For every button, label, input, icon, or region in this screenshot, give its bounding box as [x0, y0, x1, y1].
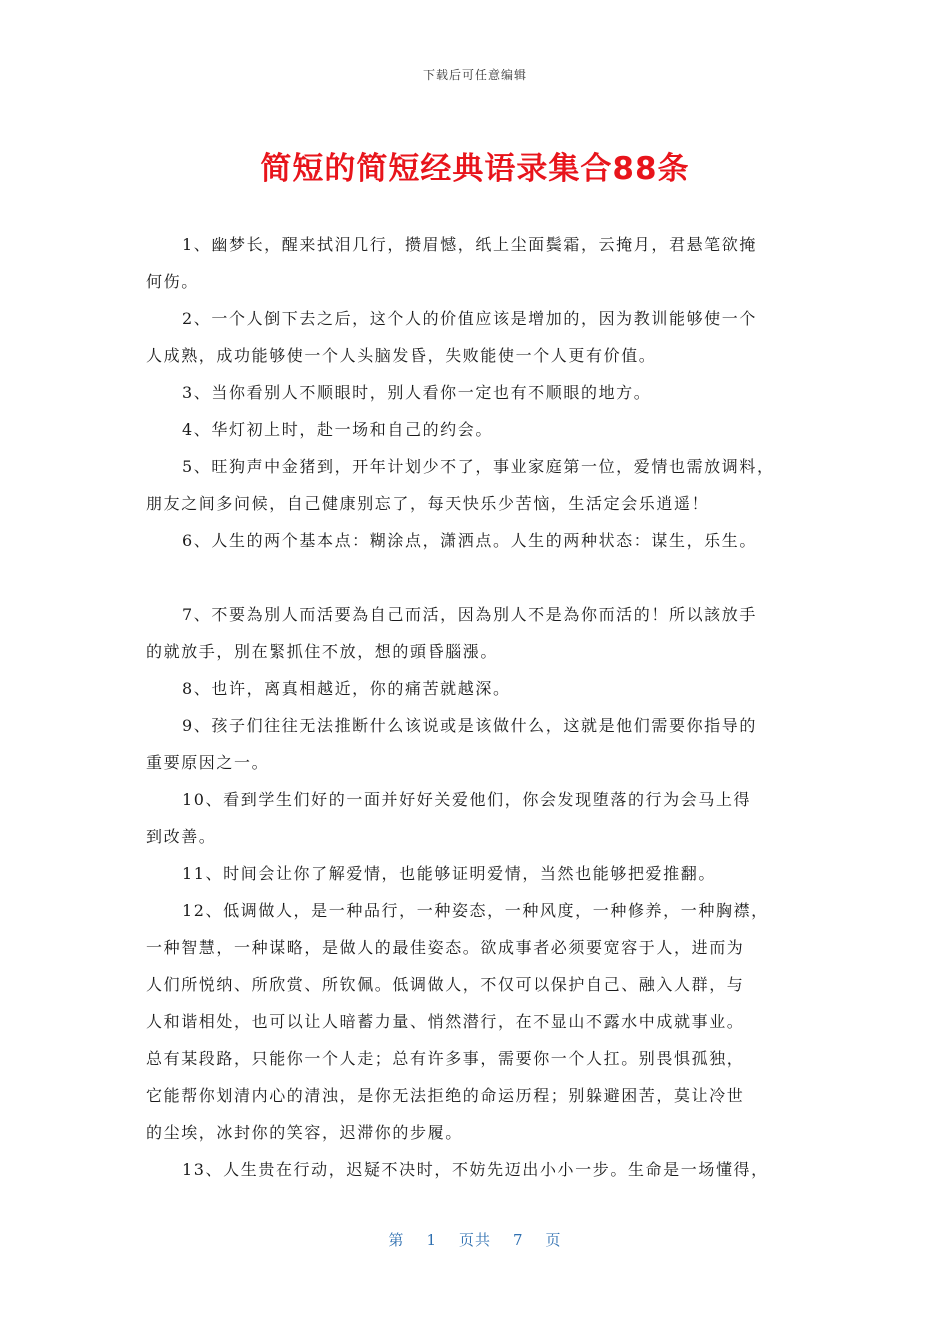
quote-line: 4、华灯初上时，赴一场和自己的约会。 — [182, 420, 493, 439]
quote-line: 总有某段路，只能你一个人走；总有许多事，需要你一个人扛。别畏惧孤独， — [146, 1049, 745, 1068]
quote-line: 一种智慧，一种谋略，是做人的最佳姿态。欲成事者必须要宽容于人，进而为 — [146, 938, 745, 957]
quote-paragraph — [146, 855, 810, 892]
quote-line: 7、不要為別人而活要為自己而活，因為別人不是為你而活的！所以該放手 — [182, 605, 757, 624]
quote-line: 9、孩子们往往无法推断什么该说或是该做什么，这就是他们需要你指导的 — [182, 716, 757, 735]
quote-paragraph — [146, 707, 810, 781]
quote-paragraph — [146, 1151, 810, 1188]
quote-paragraph — [146, 670, 810, 707]
quote-line: 5、旺狗声中金猪到，开年计划少不了，事业家庭第一位，爱情也需放调料， — [182, 457, 775, 476]
quote-paragraph — [146, 892, 810, 1151]
quote-line: 12、低调做人，是一种品行，一种姿态，一种风度，一种修养，一种胸襟， — [182, 901, 769, 920]
document-title: 简短的简短经典语录集合88条 — [260, 151, 690, 187]
quote-line: 10、看到学生们好的一面并好好关爱他们，你会发现堕落的行为会马上得 — [182, 790, 752, 809]
page-header-note: 下载后可任意编辑 — [422, 68, 527, 82]
quote-line: 人成熟，成功能够使一个人头脑发昏，失败能使一个人更有价值。 — [146, 346, 657, 365]
paragraph-gap — [146, 559, 810, 596]
quote-line: 到改善。 — [146, 827, 217, 846]
quote-line: 人和谐相处，也可以让人暗蓄力量、悄然潜行，在不显山不露水中成就事业。 — [146, 1012, 745, 1031]
quote-line: 人们所悦纳、所欣赏、所钦佩。低调做人，不仅可以保护自己、融入人群，与 — [146, 975, 745, 994]
quote-line: 重要原因之一。 — [146, 753, 270, 772]
footer-page-total: 7 — [513, 1231, 524, 1249]
footer-page-prefix: 第 — [388, 1231, 405, 1249]
quote-line: 2、一个人倒下去之后，这个人的价值应该是增加的，因为教训能够使一个 — [182, 309, 757, 328]
quote-paragraph — [146, 300, 810, 374]
quote-paragraph — [146, 226, 810, 300]
page-footer — [0, 1229, 950, 1250]
quote-paragraph — [146, 374, 810, 411]
quote-line: 8、也许，离真相越近，你的痛苦就越深。 — [182, 679, 511, 698]
quote-line: 的就放手，別在緊抓住不放，想的頭昏腦漲。 — [146, 642, 499, 661]
quote-line: 的尘埃，冰封你的笑容，迟滞你的步履。 — [146, 1123, 463, 1142]
quote-paragraph — [146, 781, 810, 855]
quote-line: 11、时间会让你了解爱情，也能够证明爱情，当然也能够把爱推翻。 — [182, 864, 716, 883]
quote-line: 3、当你看别人不顺眼时，别人看你一定也有不顺眼的地方。 — [182, 383, 652, 402]
quote-line: 1、幽梦长，醒来拭泪几行，攒眉憾，纸上尘面鬓霜，云掩月，君悬笔欲掩 — [182, 235, 757, 254]
quote-line: 它能帮你划清内心的清浊，是你无法拒绝的命运历程；别躲避困苦，莫让冷世 — [146, 1086, 745, 1105]
quote-paragraph — [146, 596, 810, 670]
document-body — [146, 226, 810, 1188]
footer-page-suffix: 页 — [545, 1231, 562, 1249]
quote-paragraph — [146, 448, 810, 522]
quote-line: 何伤。 — [146, 272, 199, 291]
quote-paragraph — [146, 522, 810, 559]
quote-paragraph — [146, 411, 810, 448]
footer-page-middle: 页共 — [458, 1231, 491, 1249]
quote-line: 13、人生贵在行动，迟疑不决时，不妨先迈出小小一步。生命是一场懂得， — [182, 1160, 769, 1179]
quote-line: 朋友之间多问候，自己健康别忘了，每天快乐少苦恼，生活定会乐逍遥！ — [146, 494, 710, 513]
footer-page-number: 1 — [426, 1231, 437, 1249]
quote-line: 6、人生的两个基本点：糊涂点，潇洒点。人生的两种状态：谋生，乐生。 — [182, 531, 757, 550]
